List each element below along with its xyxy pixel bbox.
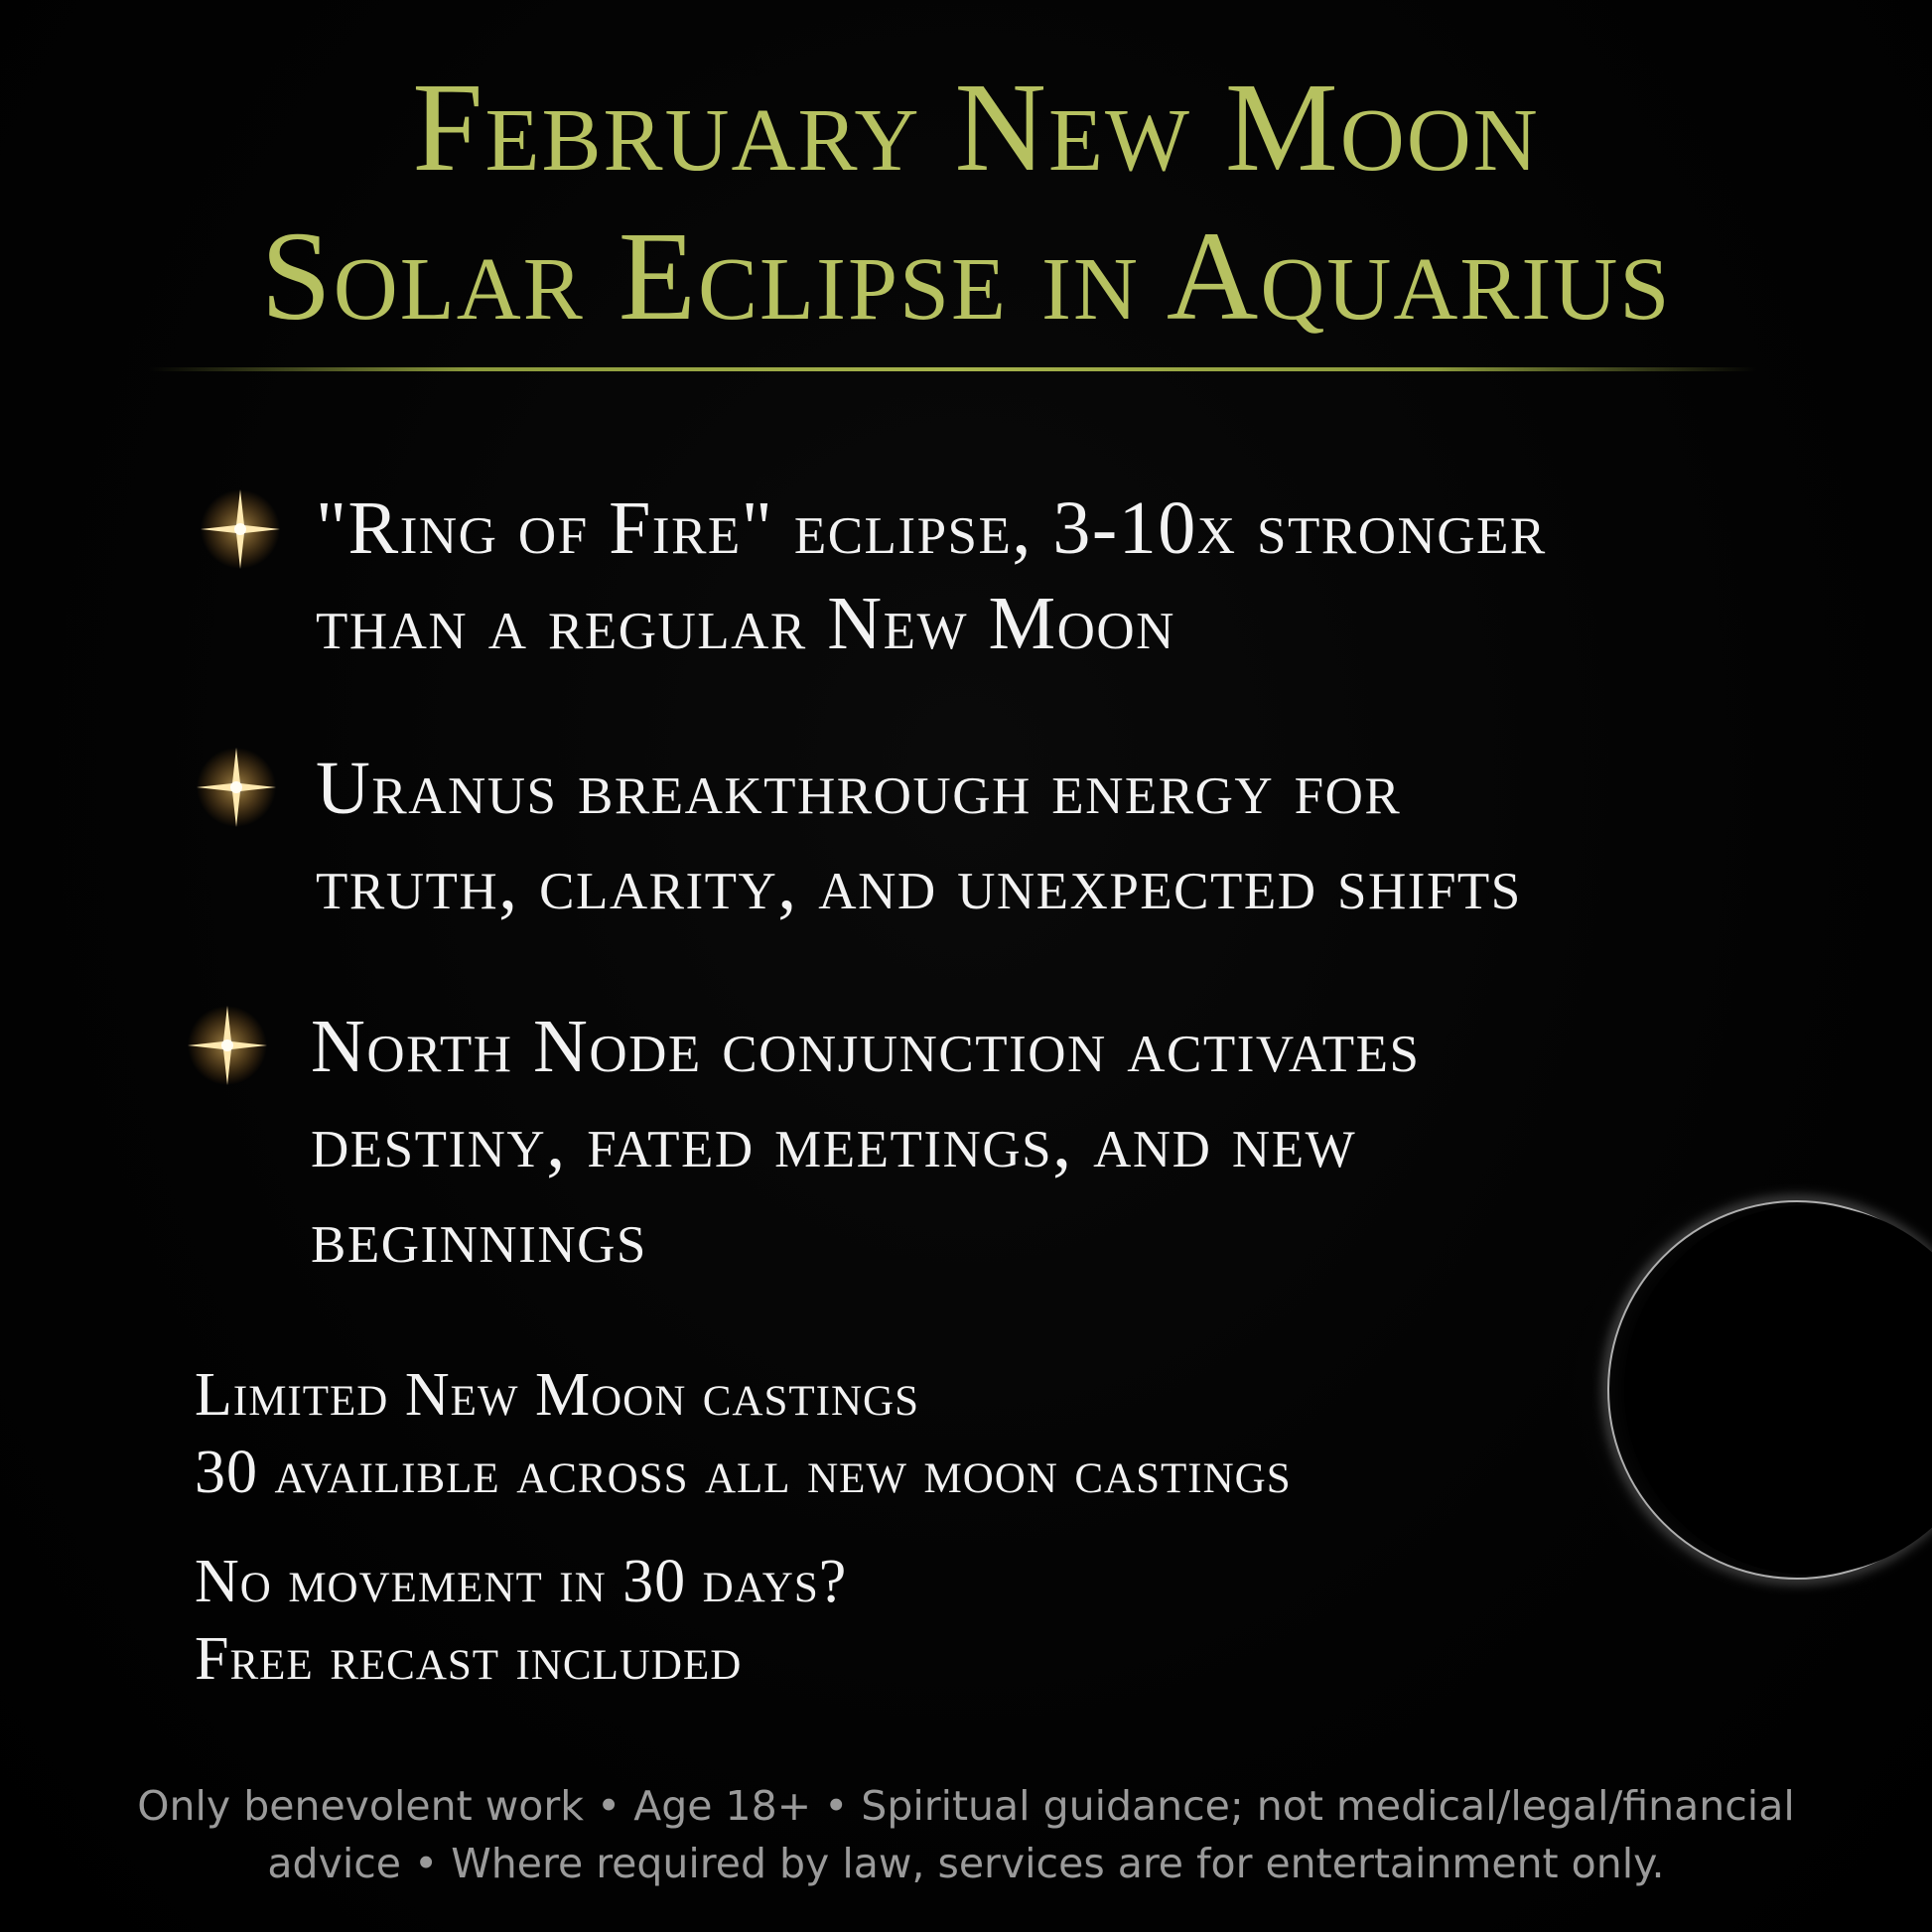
castings-limit-text: Limited New Moon castings [195, 1361, 919, 1429]
disclaimer [0, 1777, 1932, 1892]
disclaimer-line-1: Only benevolent work • Age 18+ • Spiritual guidance; not medical/legal/financial [137, 1782, 1795, 1830]
title-line-1: February New Moon [412, 57, 1540, 198]
bullet-text: "Ring of Fire" eclipse, 3-10x stronger than a regular New Moon [316, 486, 1547, 665]
castings-availability-text: 30 availible across all new moon castings [195, 1439, 1292, 1506]
disclaimer-line-2: advice • Where required by law, services are for entertainment only. [267, 1840, 1665, 1887]
sparkle-star-icon [183, 1001, 272, 1090]
recast-question-text: No movement in 30 days? [195, 1548, 848, 1615]
eclipse-crescent-moon-icon [1519, 1142, 1932, 1608]
title-divider [149, 367, 1757, 371]
title-line-2: Solar Eclipse in Aquarius [260, 206, 1672, 346]
sparkle-star-icon [192, 743, 281, 832]
bullet-text: Uranus breakthrough energy for truth, clarity, and unexpected shifts [316, 747, 1522, 925]
sparkle-star-icon [196, 484, 285, 574]
bullet-text: North Node conjunction activates destiny, fated meetings, and new beginnings [311, 1005, 1421, 1279]
recast-offer-text: Free recast included [195, 1625, 743, 1693]
